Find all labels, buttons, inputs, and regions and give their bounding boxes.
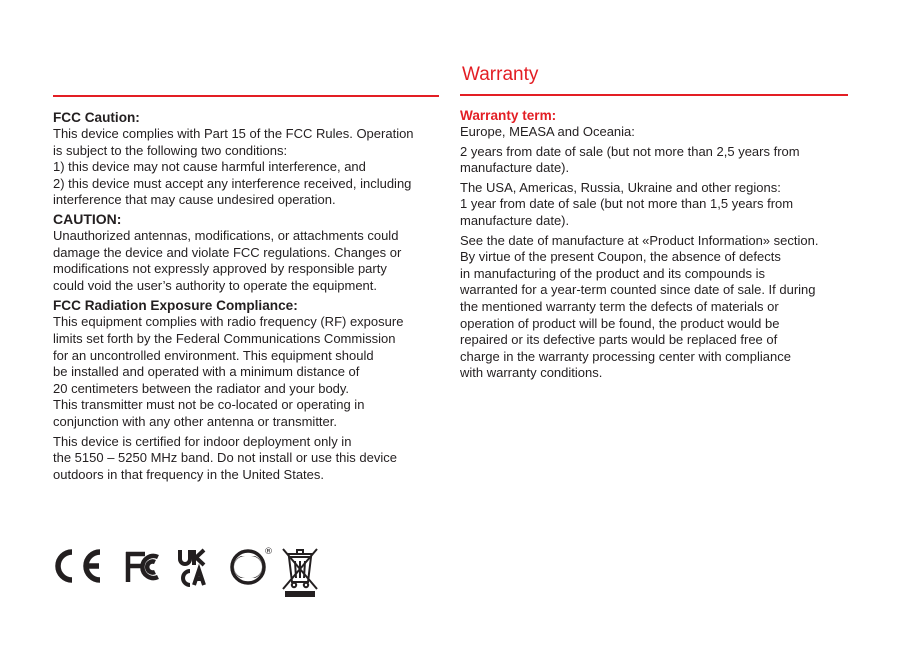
left-divider [53,95,439,97]
radiation-line: conjunction with any other antenna or transmitter. [53,413,337,429]
warranty-line: the mentioned warranty term the defects of materials or [460,298,779,314]
caution-line: Unauthorized antennas, modifications, or attachments could [53,227,399,243]
region1-line: 2 years from date of sale (but not more than 2,5 years from [460,143,800,159]
fcc-caution-text [53,126,439,209]
warranty-term-heading: Warranty term: [460,108,557,123]
caution-text [53,228,439,294]
warranty-title: Warranty [462,64,539,85]
fcc-caution-line: 2) this device must accept any interference received, including [53,175,412,191]
ce-mark-icon [58,552,100,580]
warranty-line: with warranty conditions. [460,365,603,381]
certification-marks-svg [53,546,333,598]
radiation-text [53,314,439,430]
radiation-line: 20 centimeters between the radiator and your body. [53,380,350,396]
region1-line: manufacture date). [460,160,570,176]
right-divider [460,94,848,96]
region1-text [460,144,848,177]
warranty-line: By virtue of the present Coupon, the absence of defects [460,249,781,265]
indoor-line: This device is certified for indoor deployment only in [53,433,352,449]
region2-text [460,196,848,229]
fcc-caution-line: is subject to the following two conditions: [53,142,288,158]
radiation-heading: FCC Radiation Exposure Compliance: [53,298,298,314]
indoor-line: outdoors in that frequency in the United States. [53,466,325,482]
fcc-mark-icon [126,552,158,582]
green-dot-icon [232,547,273,583]
warranty-line: See the date of manufacture at «Product Information» section. [460,232,819,248]
warranty-line: warranted for a year-term counted since date of sale. If during [460,282,816,298]
radiation-line: This transmitter must not be co-located or operating in [53,397,365,413]
region2-label: The USA, Americas, Russia, Ukraine and other regions: [460,179,781,195]
indoor-text [53,434,439,484]
warranty-line: repaired or its defective parts would be replaced free of [460,332,778,348]
fcc-column [53,95,439,483]
warranty-body-text [460,233,848,382]
registered-mark: ® [264,547,273,557]
radiation-line: limits set forth by the Federal Communications Commission [53,330,396,346]
warranty-column [460,62,848,382]
caution-heading: CAUTION: [53,210,122,227]
warranty-line: in manufacturing of the product and its compounds is [460,265,765,281]
weee-bin-icon [283,549,317,597]
region1-label: Europe, MEASA and Oceania: [460,124,635,139]
region2-line: 1 year from date of sale (but not more than 1,5 years from [460,196,794,212]
indoor-line: the 5150 – 5250 MHz band. Do not install or use this device [53,450,397,466]
caution-line: could void the user’s authority to operate the equipment. [53,277,378,293]
fcc-caution-line: This device complies with Part 15 of the FCC Rules. Operation [53,126,414,141]
caution-line: damage the device and violate FCC regulations. Changes or [53,244,402,260]
fcc-caution-line: 1) this device may not cause harmful interference, and [53,159,366,175]
warranty-line: operation of product will be found, the product would be [460,315,780,331]
fcc-caution-heading: FCC Caution: [53,110,140,125]
radiation-line: be installed and operated with a minimum distance of [53,364,360,380]
fcc-caution-line: interference that may cause undesired operation. [53,192,336,208]
radiation-line: for an uncontrolled environment. This equipment should [53,347,374,363]
ukca-mark-icon [180,550,204,585]
caution-line: modifications not expressly approved by responsible party [53,261,387,277]
radiation-line: This equipment complies with radio frequency (RF) exposure [53,314,404,330]
warranty-line: charge in the warranty processing center with compliance [460,348,791,364]
certification-marks [53,546,333,598]
region2-line: manufacture date). [460,212,570,228]
